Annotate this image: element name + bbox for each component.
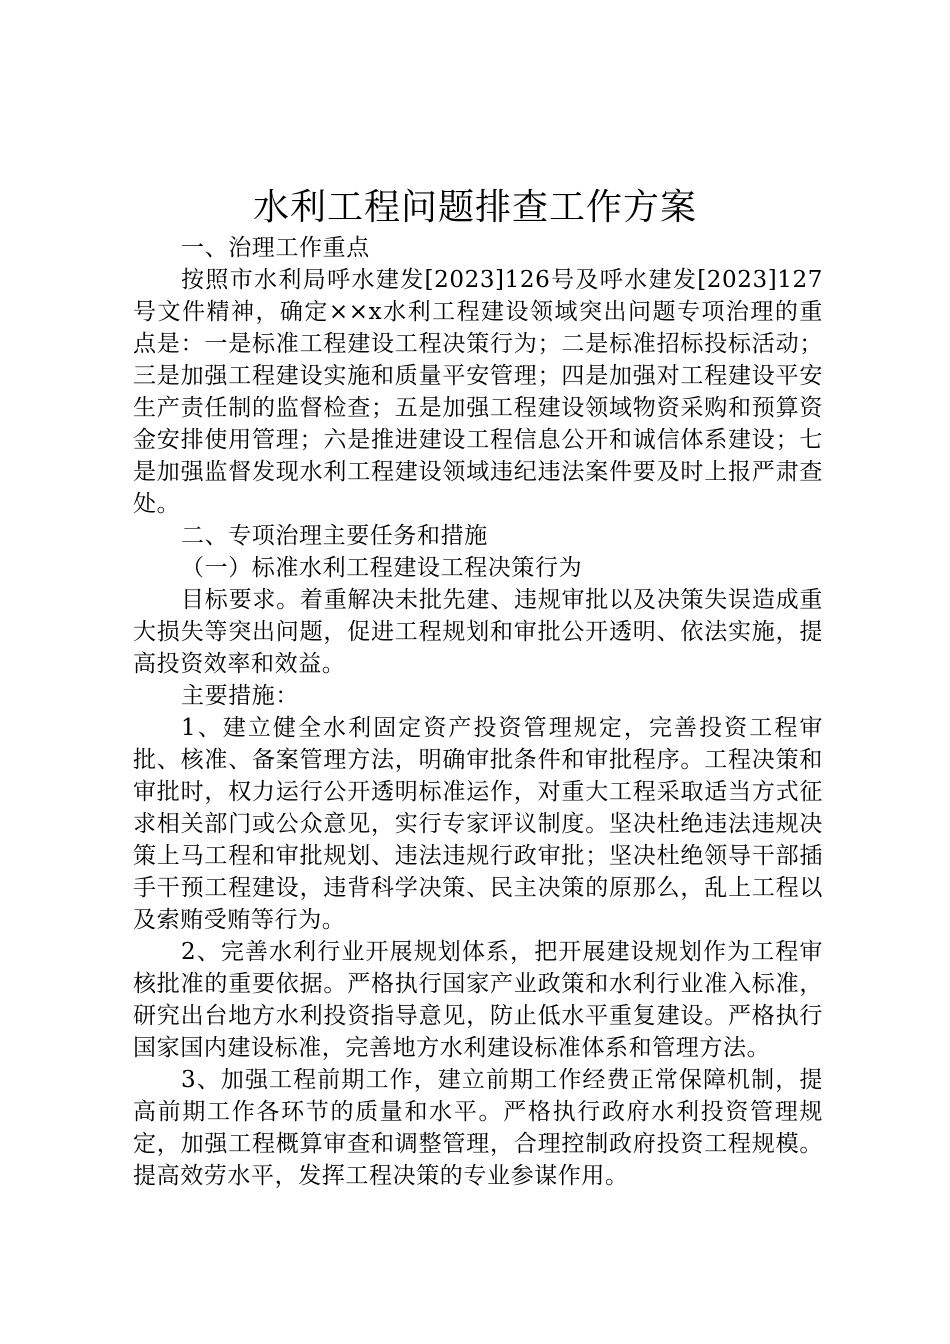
document-title: 水利工程问题排查工作方案: [252, 187, 697, 228]
paragraph-governance-focus: 按照市水利局呼水建发[2023]126号及呼水建发[2023]127号文件精神，确定××x水利工程建设领域突出问题专项治理的重点是：一是标准工程建设工程决策行为；二是标准招标投标活动；三是加强工程建设实施和质量平安管理；四是加强对工程建设平安生产责任制的监督检查；五是加强工程建设领域物资采购和预算资金安排使用管理；六是推进建设工程信息公开和诚信体系建设；七是加强监督发现水利工程建设领域违纪违法案件要及时上报严肃查处。: [133, 267, 823, 517]
paragraph-measure-2: 2、完善水利行业开展规划体系，把开展建设规划作为工程审核批准的重要依据。严格执行国家产业政策和水利行业准入标准，研究出台地方水利投资指导意见，防止低水平重复建设。严格执行国家国内建设标准，完善地方水利建设标准体系和管理方法。: [133, 939, 823, 1061]
paragraph-measure-1: 1、建立健全水利固定资产投资管理规定，完善投资工程审批、核准、备案管理方法，明确审批条件和审批程序。工程决策和审批时，权力运行公开透明标准运作，对重大工程采取适当方式征求相关部门或公众意见，实行专家评议制度。坚决杜绝违法违规决策上马工程和审批规划、违法违规行政审批；坚决杜绝领导干部插手干预工程建设，违背科学决策、民主决策的原那么，乱上工程以及索贿受贿等行为。: [133, 715, 823, 933]
document-body: [133, 232, 823, 1192]
label-main-measures: 主要措施：: [181, 683, 299, 709]
heading-governance-focus: 一、治理工作重点: [181, 235, 370, 261]
heading-main-tasks: 二、专项治理主要任务和措施: [181, 523, 488, 549]
paragraph-measure-3: 3、加强工程前期工作，建立前期工作经费正常保障机制，提高前期工作各环节的质量和水平。严格执行政府水利投资管理规定，加强工程概算审查和调整管理，合理控制政府投资工程规模。提高效劳水平，发挥工程决策的专业参谋作用。: [133, 1067, 823, 1189]
subheading-decision-behavior: （一）标准水利工程建设工程决策行为: [181, 555, 583, 581]
paragraph-target-requirements: 目标要求。着重解决未批先建、违规审批以及决策失误造成重大损失等突出问题，促进工程规划和审批公开透明、依法实施，提高投资效率和效益。: [133, 587, 823, 677]
